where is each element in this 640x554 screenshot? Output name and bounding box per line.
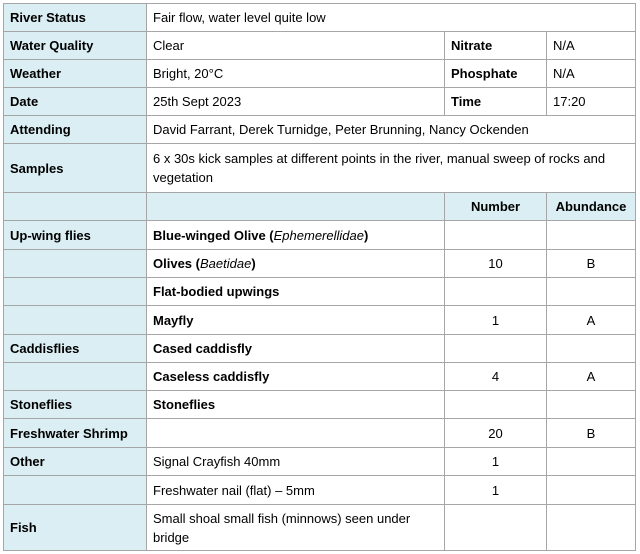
nitrate-value: N/A [547,32,636,60]
samples-value: 6 x 30s kick samples at different points in the river, manual sweep of rocks and vegetation [147,144,636,193]
abundance-cell: A [547,363,636,391]
number-cell: 20 [445,419,547,448]
time-value: 17:20 [547,88,636,116]
group-cell [4,363,147,391]
number-cell: 4 [445,363,547,391]
table-row [4,278,636,306]
latin-name: Ephemerellidae [273,227,364,243]
number-cell: 1 [445,306,547,335]
abundance-cell [547,476,636,505]
group-cell: Up-wing flies [4,221,147,250]
river-survey-table [3,3,636,551]
date-label: Date [4,88,147,116]
number-cell: 10 [445,250,547,278]
species-cell: Signal Crayfish 40mm [147,448,445,476]
water-quality-label: Water Quality [4,32,147,60]
species-cell: Small shoal small fish (minnows) seen under bridge [147,505,445,551]
abundance-cell [547,448,636,476]
weather-row [4,60,636,88]
species-cell: Stoneflies [147,391,445,419]
species-cell: Flat-bodied upwings [147,278,445,306]
table-row [4,448,636,476]
water-quality-row [4,32,636,60]
species-cell: Freshwater nail (flat) – 5mm [147,476,445,505]
species-cell: Olives (Baetidae) [147,250,445,278]
group-cell [4,250,147,278]
table-row [4,505,636,551]
species-cell: Mayfly [147,306,445,335]
number-cell [445,278,547,306]
river-status-row [4,4,636,32]
attending-value: David Farrant, Derek Turnidge, Peter Brunning, Nancy Ockenden [147,116,636,144]
table-row [4,306,636,335]
number-cell [445,335,547,363]
samples-row [4,144,636,193]
abundance-cell [547,221,636,250]
species-cell: Cased caddisfly [147,335,445,363]
table-row [4,363,636,391]
weather-label: Weather [4,60,147,88]
header-blank-2 [147,193,445,221]
species-name: Olives [153,256,193,271]
group-cell [4,306,147,335]
group-cell: Other [4,448,147,476]
table-row [4,476,636,505]
group-cell: Caddisflies [4,335,147,363]
samples-label: Samples [4,144,147,193]
species-cell [147,419,445,448]
header-blank-1 [4,193,147,221]
abundance-cell [547,278,636,306]
abundance-cell: A [547,306,636,335]
attending-row [4,116,636,144]
phosphate-value: N/A [547,60,636,88]
group-cell: Stoneflies [4,391,147,419]
group-cell [4,476,147,505]
table-row [4,250,636,278]
group-cell [4,278,147,306]
table-row [4,419,636,448]
table-row [4,221,636,250]
phosphate-label: Phosphate [445,60,547,88]
table-row [4,335,636,363]
attending-label: Attending [4,116,147,144]
abundance-cell: B [547,419,636,448]
nitrate-label: Nitrate [445,32,547,60]
column-header-row [4,193,636,221]
number-cell: 1 [445,476,547,505]
group-cell: Fish [4,505,147,551]
time-label: Time [445,88,547,116]
latin-name: Baetidae [199,256,252,271]
table-row [4,391,636,419]
number-cell [445,505,547,551]
number-cell [445,391,547,419]
abundance-cell [547,505,636,551]
river-status-value: Fair flow, water level quite low [147,4,636,32]
abundance-cell [547,391,636,419]
date-row [4,88,636,116]
water-quality-value: Clear [147,32,445,60]
number-header: Number [445,193,547,221]
abundance-cell: B [547,250,636,278]
group-cell: Freshwater Shrimp [4,419,147,448]
number-cell [445,221,547,250]
species-cell: Blue-winged Olive (Ephemerellidae) [147,221,445,250]
species-cell: Caseless caddisfly [147,363,445,391]
number-cell: 1 [445,448,547,476]
weather-value: Bright, 20°C [147,60,445,88]
species-name: Blue-winged Olive [153,227,266,243]
river-status-label: River Status [4,4,147,32]
abundance-cell [547,335,636,363]
date-value: 25th Sept 2023 [147,88,445,116]
abundance-header: Abundance [547,193,636,221]
